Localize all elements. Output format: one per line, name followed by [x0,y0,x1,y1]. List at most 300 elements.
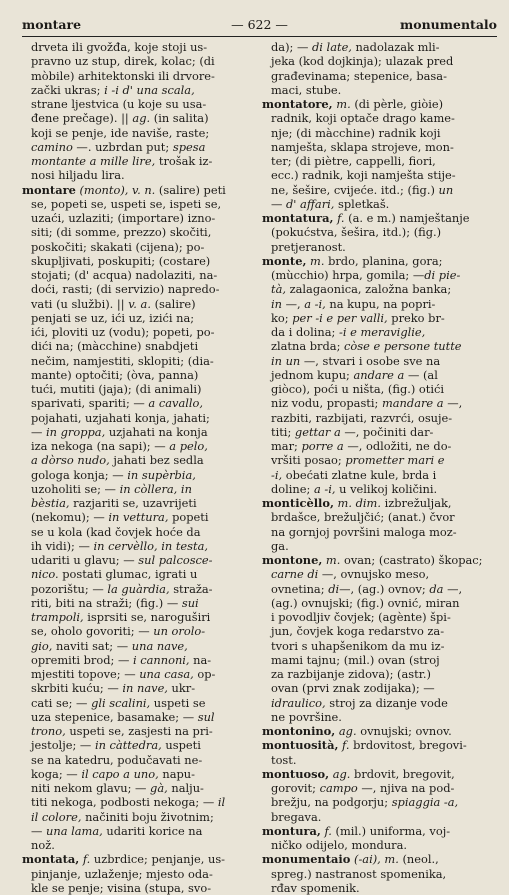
text-line [22,425,256,439]
text-line [262,824,500,838]
text-run: uspeti se [150,695,206,710]
italic-run: in càttedra, [94,738,162,753]
italic-run: f. [342,738,350,753]
italic-run: -i e meraviglie, [339,325,426,339]
text-run: ovan; (castrato) škopac; [340,553,483,567]
italic-run: un [438,182,454,197]
text-run: ter; (di piètre, cappelli, fiori, [271,154,436,168]
text-run: sparivati, spariti; — [31,396,149,411]
text-line [22,225,256,239]
text-line [262,567,500,581]
text-run: namješta, sklapa strojeve, mon- [271,139,454,154]
italic-run: in cervèllo, in testa, [93,538,209,553]
text-run: nalju- [167,781,204,795]
text-run: mòbile) arhitektonski ili drvore- [31,68,215,83]
text-line [22,268,256,282]
text-line [22,111,256,125]
text-line [22,496,256,510]
italic-run: bèstia, [31,496,70,510]
text-run: postati glumac, igrati u [58,567,198,582]
italic-run: di late, [312,40,352,54]
page-header [22,14,497,34]
text-line [22,567,256,581]
text-run: strane ljestvica (u koje su usa- [31,97,207,111]
italic-run: in nave, [122,681,168,696]
text-run: pravno uz stup, direk, kolac; (di [31,54,215,69]
italic-run: gà, [150,781,168,795]
text-line [22,795,256,809]
text-line [22,411,256,425]
italic-run: da [429,581,444,596]
text-run: —, počiniti dar- [340,424,434,439]
text-run: kle se penje; visina (stupa, svo- [31,880,212,895]
italic-run: andare a [353,367,405,382]
italic-run: in un [271,353,301,368]
text-run: ne, šešire, cvijeće. itd.; (fig.) [271,182,439,197]
text-run: na gornjoj površini maloga moz- [271,524,457,539]
text-run: da); — [271,40,312,54]
text-line [262,411,500,425]
text-line [22,183,256,197]
text-line [22,154,256,168]
text-run: op- [193,667,216,681]
headword: montare [22,182,76,197]
italic-run: mandare a [381,396,444,411]
text-line [262,382,500,396]
text-run: tvori s uhapšenikom da mu iz- [271,638,445,653]
text-run: ovan (prvi znak zodijaka); — [271,681,435,696]
left-column [22,40,256,895]
text-run: (salire) peti [155,182,226,197]
italic-run: spiaggia -a, [391,795,459,810]
text-run: opremiti brod; — [31,652,133,667]
italic-run: in [271,296,282,311]
text-run: — [31,424,47,439]
text-run: doline; [271,481,314,496]
text-run: načiniti boju životnim; [81,809,214,824]
text-run: jeka (kod dojkinja); ulazak pred [271,54,454,69]
italic-run: trono, [31,724,66,738]
text-run: brdašce, brežuljčić; (anat.) čvor [271,510,455,525]
text-run: ovnetina; [271,581,329,596]
text-line [22,753,256,767]
text-line [262,211,500,225]
italic-run: ag. [132,111,151,126]
text-line [262,83,500,97]
text-run: građevinama; stepenice, basa- [271,68,447,83]
text-run: zlatna brda; [271,339,345,354]
italic-run: f. [337,211,345,225]
text-line [262,881,500,895]
text-run: pinjanje, uzlaženje; mjesto oda- [31,866,213,881]
text-run: — [271,196,287,211]
italic-run: m. [384,852,399,867]
text-run: na- [189,652,212,667]
text-run: (mùcchio) hrpa, gomila; — [271,268,425,282]
text-line [262,496,500,510]
italic-run: (monto), v. n. [79,182,156,197]
text-run: ga. [271,538,289,553]
italic-run: gettar a [294,424,341,439]
text-run: (nekomu); — [31,510,109,525]
text-line [262,311,500,325]
text-run: ne površine. [271,709,342,724]
text-run: popeti [168,510,209,525]
text-line [262,838,500,852]
italic-run: sul [197,709,215,724]
text-line [22,838,256,852]
text-line [22,468,256,482]
text-run: jun, čovjek koga redarstvo za- [271,624,445,639]
text-line [22,97,256,111]
text-run: đene prečage). || [31,111,133,126]
text-line [22,510,256,524]
text-run: (a. e m.) namještanje [344,211,470,225]
text-line [22,767,256,781]
text-line [22,482,256,496]
italic-run: ag. [338,724,357,738]
text-run: —, [443,581,463,596]
text-run: pojahati, uzjahati konja, jahati; [31,410,210,425]
italic-run: tà, [271,282,286,297]
italic-run: v. a. [128,296,151,311]
text-run: penjati se uz, ići uz, izići na; [31,310,195,325]
text-line [262,667,500,681]
text-run: na kupu, na popri- [325,296,436,311]
text-run: obećati zlatne kule, brda i [282,467,437,482]
italic-run: sul palcosce- [138,553,213,567]
text-run: niz vodu, propasti; [271,396,382,411]
text-line [262,681,500,695]
italic-run: una casa, [139,667,194,681]
text-run: stojati; (d' acqua) nadolaziti, na- [31,268,218,282]
text-run: nož. [31,838,55,852]
text-line [262,653,500,667]
text-run: pretjeranost. [271,239,346,254]
text-line [22,639,256,653]
text-line [262,582,500,596]
text-run: — [31,823,47,838]
italic-run: una lama, [46,823,103,838]
text-run: spreg.) nastranost spomenika, [271,866,447,881]
text-run: tost. [271,752,297,767]
italic-run: gli scalini, [91,695,151,710]
headword: montuoso, [262,766,330,781]
text-run: izbrežuljak, [380,496,452,510]
italic-run: il colore, [31,809,82,824]
text-run: vati (u službi). || [31,296,129,311]
italic-run: m. [336,97,351,111]
text-line [262,610,500,624]
text-line [22,240,256,254]
text-line [262,468,500,482]
text-run: gologa konja; — [31,467,128,482]
text-run: gorovit; [271,781,320,795]
text-run: nosi hiljadu lira. [31,168,125,183]
text-line [22,211,256,225]
text-line [262,639,500,653]
text-run: giòco), poći u ništa, (fig.) otići [271,382,445,396]
text-run: doći, rasti; (di servizio) napredo- [31,282,220,297]
text-run: brežju, na podgorju; [271,795,392,810]
text-run: se u kola (kad čovjek hoće da [31,524,201,539]
text-run: —. uzbrdan put; [72,139,173,154]
text-run: napu- [158,766,195,781]
text-line [22,297,256,311]
italic-run: trampoli, [31,610,84,624]
text-run: ovnujski; ovnov. [356,724,452,738]
text-run: skupljivati, poskupiti; (costare) [31,253,211,268]
text-run: (di pèrle, giòie) [350,97,444,111]
text-run: brdovitost, bregovi- [349,738,467,753]
italic-run: idraulico, [271,695,326,710]
text-line [262,297,500,311]
text-line [22,525,256,539]
text-line [22,710,256,724]
text-line [22,667,256,681]
text-run: mante) optočiti; (òva, panna) [31,367,199,382]
italic-run: còse e persone tutte [344,339,462,354]
text-line [262,553,500,567]
text-line [262,40,500,54]
text-run: u velikoj količini. [335,481,438,496]
headword: montura, [262,823,321,838]
text-run: udariti u glavu; — [31,553,139,567]
text-line [262,767,500,781]
text-line [262,254,500,268]
text-line [22,254,256,268]
text-line [262,240,500,254]
text-line [262,97,500,111]
italic-run: i cannoni, [132,652,190,667]
italic-run: a dòrso nudo, [31,453,110,468]
text-run: —, [443,396,463,411]
text-line [22,69,256,83]
text-line [22,126,256,140]
text-line [262,268,500,282]
text-line [262,69,500,83]
italic-run: a -i, [304,296,326,311]
italic-run: i -i d' una scala, [104,82,195,97]
text-line [22,396,256,410]
text-run: se na katedru, podučavati ne- [31,752,203,767]
text-run: nečim, namjestiti, sklopiti; (dia- [31,353,214,368]
text-run: radnik, koji optače drago kame- [271,111,455,126]
italic-run: prometter mari e [345,453,445,468]
text-line [22,724,256,738]
text-run: se, oholo govoriti; — [31,624,154,639]
text-line [262,738,500,752]
text-line [262,282,500,296]
text-run: preko br- [387,310,445,325]
text-run: —, [281,296,305,311]
text-run: se, popeti se, uspeti se, ispeti se, [31,196,222,211]
text-line [262,339,500,353]
text-run: —, ovnujsko meso, [318,567,430,582]
text-line [22,781,256,795]
italic-run: spesa [172,139,206,154]
text-line [262,525,500,539]
text-line [22,539,256,553]
header-left-guideword: montare [22,17,82,32]
text-line [262,225,500,239]
text-run: ko; [271,310,293,325]
italic-run: nico. [31,567,59,582]
text-line [22,596,256,610]
text-run: iza nekoga (na sapi); — [31,439,170,453]
text-line [262,710,500,724]
italic-run: porre a [301,439,344,453]
text-run: dići na; (màcchine) snabdjeti [31,339,199,354]
text-line [262,795,500,809]
text-run: (pokućstva, šešira, itd.); (fig.) [271,225,442,240]
text-run: niti nekom glavu; — [31,781,151,795]
italic-run: a cavallo, [148,396,203,411]
italic-run: per -i e per valli, [292,310,388,325]
text-line [22,824,256,838]
text-run: —, odložiti, ne do- [343,439,452,453]
text-run: zalagaonica, založna banka; [286,282,452,297]
text-run: siti; (di somme, prezzo) skočiti, [31,225,212,240]
text-line [22,624,256,638]
text-run: riti, biti na straži; (fig.) — [31,595,182,610]
text-run: (mil.) uniforma, voj- [331,823,451,838]
text-run: skrbiti kuću; — [31,681,123,696]
italic-run: -i, [271,467,283,482]
text-line [22,382,256,396]
text-run: — (al [404,367,438,382]
italic-run: un orolo- [153,624,206,639]
text-run: da i dolina; [271,325,339,339]
text-run: —, stvari i osobe sve na [300,353,441,368]
text-line [22,582,256,596]
text-run: razbiti, razbijati, razvrći, osuje- [271,410,453,425]
text-run: ecc.) radnik, koji namješta stije- [271,168,456,183]
text-line [262,753,500,767]
text-line [22,54,256,68]
text-line [262,624,500,638]
text-line [22,282,256,296]
text-run: brdo, planina, gora; [324,253,443,268]
italic-run: di pie- [424,268,461,282]
text-run: titi; [271,424,295,439]
text-run: (neol., [398,852,439,867]
italic-run: f. [82,852,91,867]
text-run: uzaći, uzlaziti; (importare) izno- [31,211,216,225]
italic-run: la guàrdia, [107,581,170,596]
text-run: nje; (di màcchine) radnik koji [271,125,441,140]
text-line [22,867,256,881]
italic-run: d' affari, [286,196,335,211]
text-run: (in salita) [150,111,209,126]
text-run: nadolazak mli- [351,40,440,54]
text-run: bregava. [271,809,322,824]
text-line [262,126,500,140]
text-line [22,354,256,368]
text-run: uzjahati na konja [105,424,208,439]
text-run: —, (ag.) ovnov; [339,581,430,596]
text-run: mjestiti topove; — [31,667,140,681]
text-line [22,368,256,382]
text-line [22,339,256,353]
text-line [262,596,500,610]
text-line [22,439,256,453]
italic-run: in vettura, [108,510,169,525]
text-run: trošak iz- [155,154,213,168]
text-line [262,453,500,467]
headword: monte, [262,253,307,268]
text-line [262,867,500,881]
text-run: razjariti se, uzavrijeti [69,496,197,510]
text-line [262,354,500,368]
italic-run: m. dim. [337,496,381,510]
text-line [22,738,256,752]
text-run: mami tajnu; (mil.) ovan (stroj [271,652,440,667]
text-line [22,852,256,866]
text-line [22,810,256,824]
italic-run: il [217,795,226,810]
text-run: spletkaš. [334,196,390,211]
text-run: titi nekoga, podbosti nekoga; — [31,795,218,810]
text-run: zački ukras; [31,82,105,97]
text-line [262,482,500,496]
text-line [22,681,256,695]
text-line [22,696,256,710]
text-run: uza stepenice, basamake; — [31,709,198,724]
text-run: ukr- [167,681,196,696]
text-line [22,40,256,54]
text-line [262,539,500,553]
italic-run: una nave, [131,638,188,653]
header-rule [22,36,497,37]
text-run: ih vidi); — [31,538,94,553]
italic-run: di [328,581,340,596]
italic-run: m. [325,553,341,567]
text-line [262,154,500,168]
text-run: vršiti posao; [271,453,346,468]
header-right-guideword: monumentalo [400,17,497,32]
headword: montonino, [262,724,336,738]
text-run: poskočiti; skakati (cijena); po- [31,239,205,254]
text-run: maci, stube. [271,82,342,97]
headword: monticèllo, [262,496,334,510]
text-line [262,368,500,382]
text-line [262,696,500,710]
italic-run: gio, [31,638,53,653]
text-line [22,83,256,97]
text-line [22,325,256,339]
italic-run: montante a mille lire, [31,154,156,168]
text-line [262,197,500,211]
text-line [22,168,256,182]
text-line [262,111,500,125]
text-run: stroj za dizanje vode [325,695,448,710]
text-line [262,810,500,824]
text-line [262,54,500,68]
text-line [262,168,500,182]
italic-run: a -i, [313,481,336,496]
headword: montone, [262,553,323,567]
text-run: uspeti [161,738,201,753]
italic-run: a pelo, [169,439,208,453]
page-number: — 622 — [231,17,288,32]
text-run: ničko odijelo, mondura. [271,838,408,852]
text-line [262,724,500,738]
text-run: koji se penje, ide naviše, raste; [31,125,210,140]
text-run: mar; [271,439,302,453]
italic-run: il capo a uno, [81,766,159,781]
text-run: jednom kupu; [271,367,354,382]
